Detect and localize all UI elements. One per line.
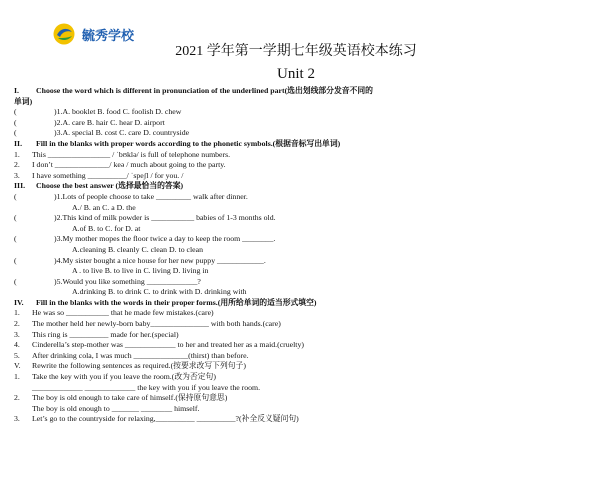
item-number: 2.	[14, 160, 20, 170]
numbered-item	[14, 393, 584, 404]
question-line	[14, 128, 584, 139]
question-text: )2.This kind of milk powder is ___________ babies of 1-3 months old.	[54, 213, 276, 223]
section-instruction: Fill in the blanks with proper words according to the phonetic symbols.(根据音标写出单词)	[36, 138, 341, 148]
item-text: The boy is old enough to take care of himself.(保持原句意思)	[32, 393, 228, 403]
numbered-item	[14, 414, 584, 425]
answer-options: A./ B. an C. a D. the	[72, 202, 136, 212]
item-text: Rewrite the following sentences as required.(按要求改写下列句子)	[32, 361, 246, 371]
item-text: I don’t ______________/ keə / much about going to the party.	[32, 160, 226, 170]
rewrite-answer-line: _____________ _____________ the key with you if you leave the room.	[32, 382, 261, 392]
numbered-item	[14, 319, 584, 330]
question-line	[14, 107, 584, 118]
section-number: I.	[14, 86, 19, 95]
numbered-item	[14, 150, 584, 161]
item-text: Cinderella’s step-mother was _____________ to her and treated her as a maid.(cruelty)	[32, 340, 304, 350]
item-number: 2.	[14, 393, 20, 403]
question-text: )1.Lots of people choose to take _________ walk after dinner.	[54, 191, 248, 201]
item-number: 3.	[14, 414, 20, 424]
item-text: I have something __________/ ˈspeʃl / for you. /	[32, 170, 184, 180]
item-number: 2.	[14, 319, 20, 329]
rewrite-answer-line: The boy is old enough to _______ ________ himself.	[32, 403, 200, 413]
numbered-item	[14, 330, 584, 341]
question-text: )2.A. care B. hair C. hear D. airport	[54, 117, 165, 127]
answer-bracket: (	[14, 107, 17, 117]
numbered-item	[14, 351, 584, 362]
numbered-item	[14, 340, 584, 351]
item-text: After drinking cola, I was much ______________(thirst) than before.	[32, 350, 249, 360]
item-text: Take the key with you if you leave the room.(改为否定句)	[32, 372, 216, 382]
question-line	[14, 118, 584, 129]
answer-options: A.of B. to C. for D. at	[72, 223, 141, 233]
numbered-item	[14, 372, 584, 383]
answer-bracket: (	[14, 234, 17, 244]
answer-bracket: (	[14, 191, 17, 201]
section-heading	[14, 181, 584, 192]
answer-options: A.drinking B. to drink C. to drink with D. drinking with	[72, 287, 247, 297]
item-number: 3.	[14, 329, 20, 339]
answer-bracket: (	[14, 276, 17, 286]
section-number: IV.	[14, 297, 24, 307]
question-text: )1.A. booklet B. food C. foolish D. chew	[54, 107, 182, 117]
question-line	[14, 256, 584, 267]
section-number: III.	[14, 181, 26, 191]
question-line	[14, 192, 584, 203]
section-instruction: Choose the word which is different in pronunciation of the underlined part(选出划线部分发音不同的	[36, 86, 373, 95]
section-heading-continued: 单词)	[14, 96, 33, 106]
item-number: 3.	[14, 170, 20, 180]
question-text: )3.A. special B. cost C. care D. countryside	[54, 128, 190, 138]
numbered-item	[14, 160, 584, 171]
numbered-item	[14, 308, 584, 319]
answer-bracket: (	[14, 213, 17, 223]
question-line	[14, 234, 584, 245]
item-text: He was so ___________ that he made few mistakes.(care)	[32, 308, 214, 318]
answer-options: A.cleaning B. cleanly C. clean D. to clean	[72, 244, 203, 254]
numbered-item	[14, 171, 584, 182]
school-name: 毓秀学校	[82, 28, 135, 44]
unit-title: Unit 2	[277, 66, 315, 82]
item-text: This ring is __________ made for her.(special)	[32, 329, 179, 339]
numbered-item	[14, 361, 584, 372]
answer-bracket: (	[14, 117, 17, 127]
item-text: Let’s go to the countryside for relaxing,__________ __________?(补全反义疑问句)	[32, 414, 299, 424]
answer-bracket: (	[14, 255, 17, 265]
section-instruction: Choose the best answer (选择最恰当的答案)	[36, 181, 184, 191]
document-title: 2021 学年第一学期七年级英语校本练习	[175, 44, 417, 59]
section-heading	[14, 298, 584, 309]
question-text: )4.My sister bought a nice house for her new puppy ____________.	[54, 255, 266, 265]
item-number: 1.	[14, 308, 20, 318]
item-number: 1.	[14, 372, 20, 382]
item-text: The mother held her newly-born baby_______________ with both hands.(care)	[32, 319, 281, 329]
question-text: )3.My mother mopes the floor twice a day to keep the room ________.	[54, 234, 276, 244]
section-number: II.	[14, 138, 23, 148]
section-heading	[14, 86, 584, 97]
section-heading	[14, 139, 584, 150]
question-line	[14, 213, 584, 224]
item-number: 1.	[14, 149, 20, 159]
item-number: 5.	[14, 350, 20, 360]
item-text: This ________________ / ˈbʊklə/ is full of telephone numbers.	[32, 149, 231, 159]
exercise-body	[14, 86, 584, 425]
question-line	[14, 277, 584, 288]
item-number: V.	[14, 361, 21, 371]
question-text: )5.Would you like something _____________?	[54, 276, 201, 286]
answer-bracket: (	[14, 128, 17, 138]
item-number: 4.	[14, 340, 20, 350]
answer-options: A . to live B. to live in C. living D. living in	[72, 266, 209, 276]
section-instruction: Fill in the blanks with the words in their proper forms.(用所给单词的适当形式填空)	[36, 297, 317, 307]
